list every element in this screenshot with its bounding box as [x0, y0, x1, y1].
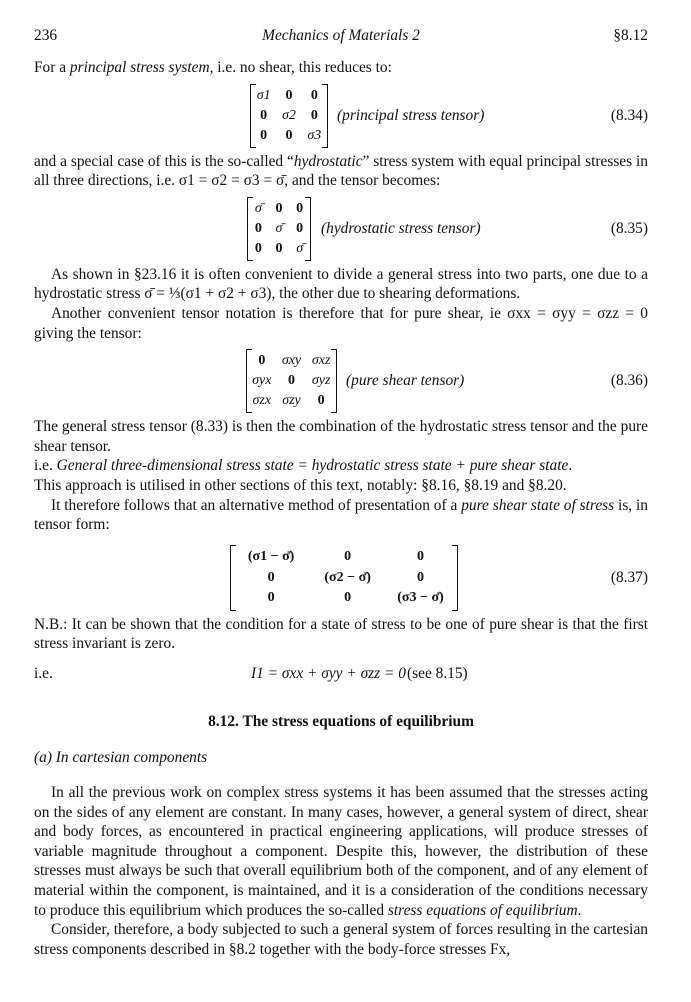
matrix-cell: σyz: [311, 373, 331, 389]
matrix-cell: σyx: [252, 373, 272, 389]
matrix-cells: [248, 199, 310, 259]
paragraph-pure-shear-intro: Another convenient tensor notation is therefore that for pure shear, ie σxx = σyy = σzz = 0 giving the tensor:: [34, 304, 648, 342]
matrix-cell: 0: [417, 569, 425, 585]
matrix-cell: 0: [344, 590, 352, 606]
paragraph-consider: Consider, therefore, a body subjected to such a general system of forces resulting in the cartesian stress components described in §8.2 together with the body-force stresses Fx,: [34, 921, 648, 958]
matrix-cell: 0: [296, 200, 304, 216]
invariant-expression: I1 = σxx + σyy + σzz = 0: [251, 664, 406, 682]
matrix-cell: 0: [317, 393, 325, 409]
matrix-cell: (σ2 − σ̄): [324, 569, 371, 585]
paragraph-general-tensor: The general stress tensor (8.33) is then the combination of the hydrostatic stress tensor and the pure shear tensor.: [34, 418, 648, 455]
matrix-cell: 0: [310, 107, 318, 123]
matrix-cell: 0: [267, 590, 275, 606]
matrix-cell: σzy: [282, 393, 301, 409]
matrix-cell: σ1: [256, 87, 271, 103]
matrix-cell: 0: [296, 220, 304, 236]
matrix-cell: σ̄: [254, 200, 262, 216]
paragraph-principal-intro: For a principal stress system, i.e. no shear, this reduces to:: [34, 59, 392, 76]
matrix-cell: (σ3 − σ̄): [397, 590, 444, 606]
equation-8-36: [34, 349, 648, 413]
matrix-cell: σzx: [252, 393, 272, 409]
equation-8-37: [34, 545, 648, 611]
deviatoric-stress-matrix: [230, 545, 458, 611]
matrix-cell: 0: [267, 569, 275, 585]
running-header: [34, 26, 648, 48]
paragraph-hydrostatic-division: As shown in §23.16 it is often convenient to divide a general stress into two parts, one due to a hydrostatic stress σ̄ = ⅓(σ1 + σ2 + σ3), the other due to shearing deformations.: [34, 265, 648, 303]
paragraph-nb: N.B.: It can be shown that the condition for a state of stress to be one of pure shear is that the first stress invariant is zero.: [34, 615, 648, 653]
equation-number: (8.36): [610, 372, 648, 390]
principal-stress-matrix: [250, 84, 328, 148]
matrix-cell: 0: [417, 549, 425, 565]
hydrostatic-stress-matrix: [247, 197, 311, 261]
matrix-cell: σ3: [307, 127, 322, 143]
ie-label: i.e.: [34, 664, 53, 682]
matrix-cells: [231, 547, 457, 609]
page: [34, 26, 648, 959]
matrix-cell: 0: [258, 353, 266, 369]
pure-shear-matrix: [246, 349, 337, 413]
equation-number: (8.34): [610, 106, 648, 124]
equation-8-34: [34, 84, 648, 148]
matrix-cell: 0: [260, 107, 268, 123]
paragraph-alternative-method: It therefore follows that an alternative method of presentation of a pure shear state of stress is, in tensor form:: [34, 496, 649, 534]
matrix-cell: 0: [285, 87, 293, 103]
subsection-heading: (a) In cartesian components: [34, 748, 208, 766]
matrix-cell: 0: [260, 127, 268, 143]
matrix-cell: σxz: [311, 353, 331, 369]
matrix-cell: 0: [254, 240, 262, 256]
matrix-cell: 0: [285, 127, 293, 143]
section-number: §8.12: [613, 27, 648, 44]
matrix-cell: σxy: [281, 353, 302, 369]
equation-number: (8.37): [610, 568, 648, 586]
equation-first-invariant: [34, 664, 648, 686]
paragraph-approach: This approach is utilised in other sections of this text, notably: §8.16, §8.19 and §8.20.: [34, 476, 567, 494]
matrix-cell: 0: [287, 373, 295, 389]
paragraph-equilibrium-intro: In all the previous work on complex stress systems it has been assumed that the stresses acting on the sides of any element are constant. In many cases, however, a general system of direct, shear and body forces, as encountered in practical engineering applications, will produce stresses of variable magnitude throughout a component. Despite this, however, the distribution of these stresses must always be such that overall equilibrium both of the component, and of any element of material within the component, is maintained, and it is a consideration of the conditions necessary to produce this equilibrium which produces the so-called stress equations of equilibrium.: [34, 784, 648, 919]
equation-label: (hydrostatic stress tensor): [321, 219, 481, 237]
book-title: Mechanics of Materials 2: [262, 27, 420, 44]
matrix-cell: σ2: [282, 107, 296, 123]
matrix-cell: σ̄: [275, 220, 283, 236]
matrix-cell: σ̄: [296, 240, 304, 256]
equation-8-35: [34, 197, 648, 261]
matrix-cells: [251, 86, 327, 146]
matrix-cell: 0: [310, 87, 318, 103]
paragraph-general-state: i.e. General three-dimensional stress state = hydrostatic stress state + pure shear state.: [34, 457, 573, 475]
cross-reference: (see 8.15): [407, 664, 468, 682]
page-number: 236: [34, 27, 58, 44]
equation-label: (pure shear tensor): [346, 372, 465, 390]
matrix-cell: (σ1 − σ̄): [247, 549, 295, 565]
paragraph-hydrostatic-intro: and a special case of this is the so-called “hydrostatic” stress system with equal principal stresses in all three directions, i.e. σ1 = σ2 = σ3 = σ̄, and the tensor becomes:: [34, 152, 648, 190]
matrix-cells: [247, 351, 336, 411]
equation-number: (8.35): [610, 219, 648, 237]
equation-label: (principal stress tensor): [337, 106, 485, 124]
matrix-cell: 0: [344, 549, 352, 565]
matrix-cell: 0: [275, 240, 283, 256]
section-heading: 8.12. The stress equations of equilibrium: [208, 712, 474, 730]
matrix-cell: 0: [254, 220, 262, 236]
matrix-cell: 0: [275, 200, 283, 216]
